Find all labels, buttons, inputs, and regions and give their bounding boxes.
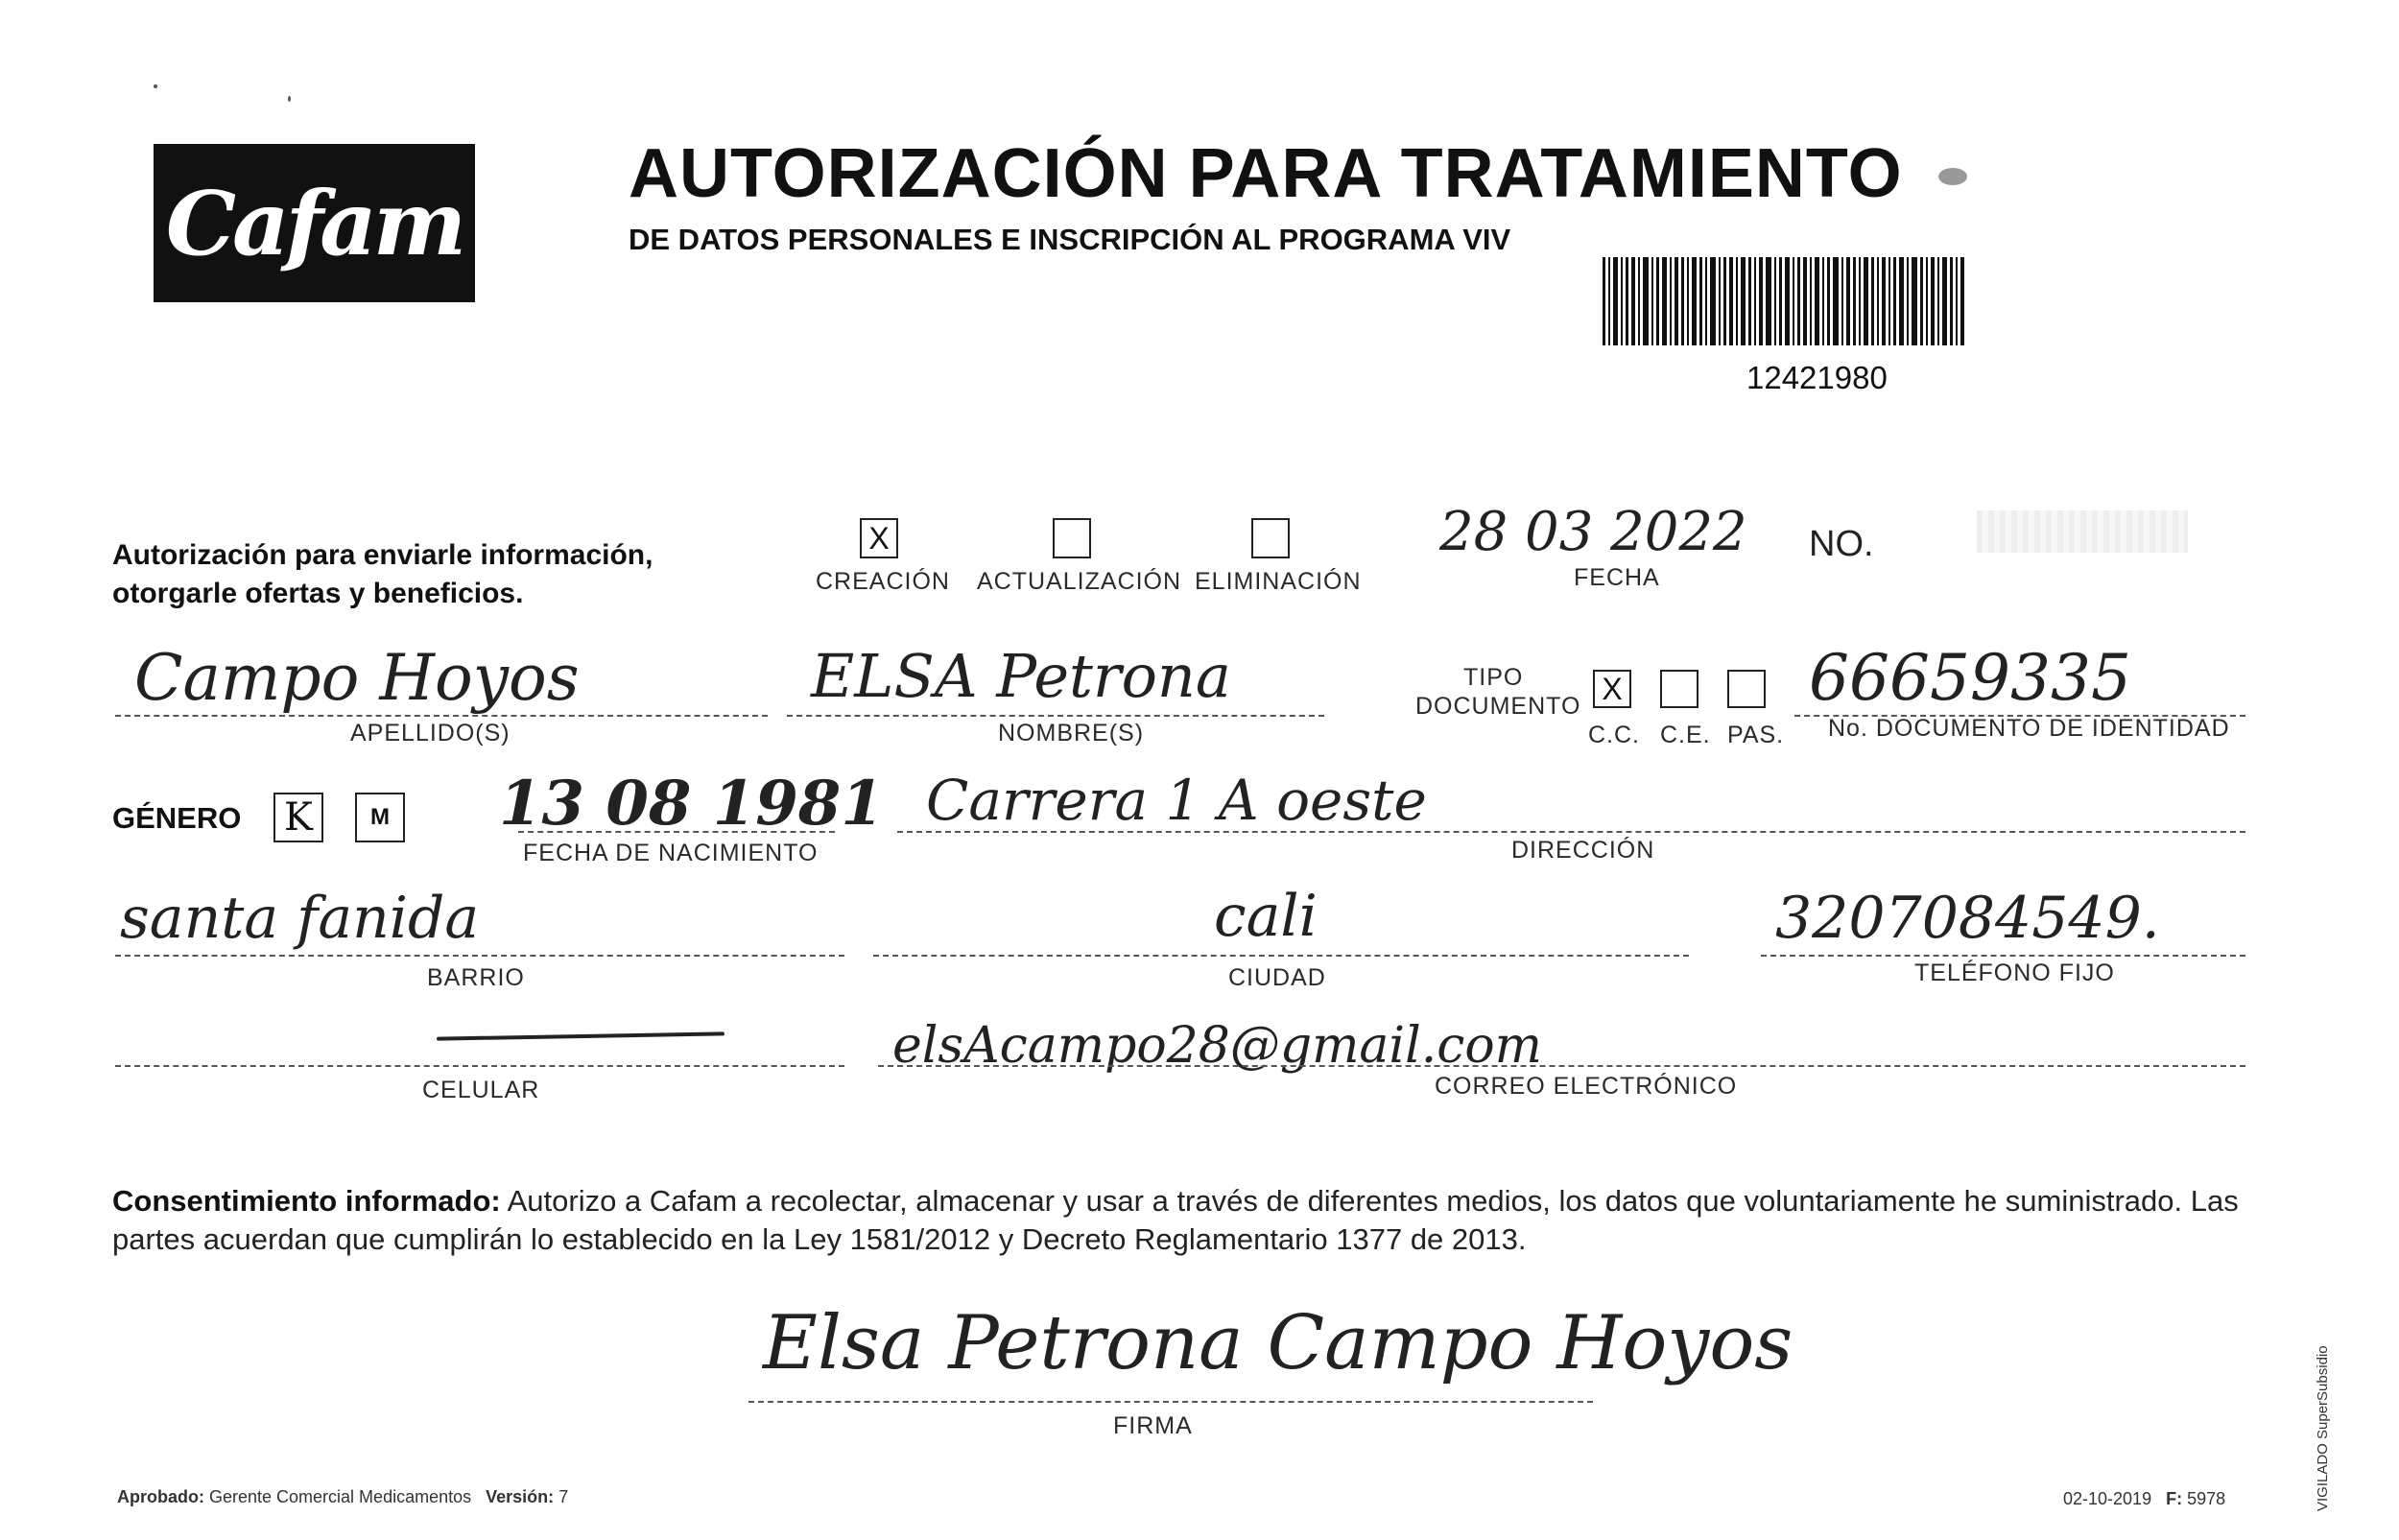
celular-line: [115, 1065, 844, 1067]
apellidos-line: [115, 715, 768, 717]
barcode-bar: [1827, 257, 1830, 345]
barcode-bar: [1833, 257, 1839, 345]
scan-speck: [288, 96, 291, 102]
documento-label: No. DOCUMENTO DE IDENTIDAD: [1828, 715, 2230, 742]
barcode-bar: [1736, 257, 1738, 345]
cc-mark: X: [1602, 672, 1623, 706]
version-value: 7: [558, 1487, 569, 1506]
direccion-label: DIRECCIÓN: [1511, 837, 1655, 864]
cc-label: C.C.: [1588, 722, 1640, 748]
form-label: F:: [2166, 1489, 2183, 1508]
barcode-number: 12421980: [1746, 360, 1888, 395]
actualizacion-checkbox[interactable]: [1053, 518, 1091, 558]
barcode-bar: [1956, 257, 1958, 345]
eliminacion-checkbox[interactable]: [1251, 518, 1290, 558]
correo-value[interactable]: elsAcampo28@gmail.com: [892, 1017, 1542, 1075]
auth-line-2: otorgarle ofertas y beneficios.: [112, 578, 524, 609]
scan-speck: [154, 84, 157, 88]
barcode-bar: [1912, 257, 1917, 345]
nacimiento-label: FECHA DE NACIMIENTO: [523, 840, 819, 866]
barcode-bar: [1638, 257, 1640, 345]
form-value: 5978: [2187, 1489, 2226, 1508]
ce-checkbox[interactable]: [1660, 670, 1698, 708]
barcode-bar: [1631, 257, 1635, 345]
consent-text: Autorizo a Cafam a recolectar, almacenar y usar a través de diferentes medios, los datos que voluntariamente he suministrado. Las partes acuerdan que cumplirán lo establecido en la Ley 1581/2012 y Decreto Reglamentario 1377 de 2013.: [112, 1184, 2239, 1256]
barrio-value[interactable]: santa fanida: [120, 885, 480, 952]
creacion-mark: X: [868, 521, 890, 556]
barcode-bar: [1759, 257, 1763, 345]
barcode-bar: [1774, 257, 1776, 345]
fecha-value[interactable]: 28 03 2022: [1439, 501, 1747, 563]
barcode-bar: [1754, 257, 1756, 345]
barcode-bar: [1675, 257, 1678, 345]
documento-value[interactable]: 66659335: [1809, 641, 2131, 715]
barcode-bar: [1608, 257, 1610, 345]
tipo-label-2: DOCUMENTO: [1415, 693, 1581, 720]
logo-text: Cafam: [165, 171, 463, 275]
barcode-bar: [1920, 257, 1923, 345]
scan-smudge: [1938, 168, 1967, 185]
signature-value[interactable]: Elsa Petrona Campo Hoyos: [763, 1300, 1793, 1386]
barcode-bar: [1748, 257, 1751, 345]
nombres-value[interactable]: ELSA Petrona: [811, 641, 1231, 711]
barcode-bar: [1950, 257, 1953, 345]
barcode-bar: [1960, 257, 1964, 345]
barcode-bar: [1603, 257, 1605, 345]
celular-strike: [437, 1031, 724, 1040]
genero-f-checkbox[interactable]: [273, 793, 323, 842]
barcode: [1603, 257, 1986, 345]
pas-checkbox[interactable]: [1727, 670, 1766, 708]
fecha-label: FECHA: [1574, 564, 1660, 591]
pas-label: PAS.: [1727, 722, 1785, 748]
nombres-label: NOMBRE(S): [998, 720, 1145, 746]
barcode-bar: [1815, 257, 1819, 345]
faded-number: [1977, 510, 2188, 553]
barcode-bar: [1651, 257, 1653, 345]
barcode-bar: [1882, 257, 1886, 345]
barcode-bar: [1621, 257, 1623, 345]
telefono-line: [1761, 955, 2245, 957]
barcode-bar: [1810, 257, 1812, 345]
aprobado-value: Gerente Comercial Medicamentos: [209, 1487, 472, 1506]
nombres-line: [787, 715, 1324, 717]
footer-right: [2063, 1489, 2225, 1509]
barcode-bar: [1797, 257, 1800, 345]
barcode-bar: [1687, 257, 1689, 345]
barcode-bar: [1859, 257, 1861, 345]
cc-checkbox[interactable]: [1593, 670, 1631, 708]
direccion-value[interactable]: Carrera 1 A oeste: [926, 768, 1427, 833]
barcode-bar: [1705, 257, 1707, 345]
barcode-bar: [1853, 257, 1856, 345]
barcode-bar: [1719, 257, 1721, 345]
barcode-bar: [1864, 257, 1868, 345]
barcode-bar: [1785, 257, 1790, 345]
correo-line: [878, 1065, 2245, 1067]
tipo-label-1: TIPO: [1463, 664, 1524, 691]
barcode-bar: [1926, 257, 1928, 345]
nacimiento-value[interactable]: 13 08 1981: [499, 768, 884, 840]
actualizacion-label: ACTUALIZACIÓN: [977, 568, 1182, 595]
barcode-bar: [1626, 257, 1628, 345]
ce-label: C.E.: [1660, 722, 1711, 748]
barcode-bar: [1907, 257, 1909, 345]
consent-lead: Consentimiento informado:: [112, 1184, 501, 1218]
barcode-bar: [1841, 257, 1843, 345]
barcode-bar: [1893, 257, 1896, 345]
creacion-label: CREACIÓN: [816, 568, 950, 595]
ciudad-line: [873, 955, 1689, 957]
correo-label: CORREO ELECTRÓNICO: [1435, 1073, 1738, 1100]
apellidos-value[interactable]: Campo Hoyos: [134, 641, 580, 715]
page-title: AUTORIZACIÓN PARA TRATAMIENTO: [629, 135, 1903, 212]
barcode-bar: [1710, 257, 1716, 345]
barcode-bar: [1803, 257, 1807, 345]
barcode-bar: [1670, 257, 1672, 345]
barcode-bar: [1681, 257, 1684, 345]
signature-line: [748, 1401, 1593, 1403]
signature-label: FIRMA: [1113, 1412, 1193, 1439]
genero-label: GÉNERO: [112, 801, 242, 835]
barcode-bar: [1723, 257, 1726, 345]
genero-f-mark: K: [284, 795, 313, 840]
direccion-line: [897, 831, 2245, 833]
barcode-bar: [1741, 257, 1746, 345]
footer-left: [117, 1487, 568, 1507]
ciudad-value[interactable]: cali: [1214, 883, 1318, 950]
barcode-bar: [1871, 257, 1874, 345]
telefono-label: TELÉFONO FIJO: [1914, 960, 2115, 986]
barcode-bar: [1729, 257, 1733, 345]
barrio-label: BARRIO: [427, 964, 525, 991]
aprobado-label: Aprobado:: [117, 1487, 204, 1506]
barcode-bar: [1766, 257, 1771, 345]
auth-line-1: Autorización para enviarle información,: [112, 539, 653, 571]
apellidos-label: APELLIDO(S): [350, 720, 511, 746]
barcode-bar: [1822, 257, 1824, 345]
barcode-bar: [1613, 257, 1618, 345]
celular-label: CELULAR: [422, 1077, 540, 1103]
genero-m-checkbox[interactable]: [355, 793, 405, 842]
creacion-checkbox[interactable]: [860, 518, 898, 558]
consent-paragraph: [112, 1182, 2243, 1259]
cafam-logo: [154, 144, 475, 302]
telefono-value[interactable]: 3207084549.: [1775, 885, 2160, 952]
barrio-line: [115, 955, 844, 957]
page-subtitle: DE DATOS PERSONALES E INSCRIPCIÓN AL PROGRAMA VIV: [629, 223, 1511, 256]
barcode-bar: [1662, 257, 1667, 345]
barcode-bar: [1899, 257, 1904, 345]
genero-m-label: M: [370, 804, 390, 830]
barcode-bar: [1888, 257, 1890, 345]
barcode-bar: [1937, 257, 1939, 345]
barcode-bar: [1779, 257, 1782, 345]
version-label: Versión:: [486, 1487, 555, 1506]
barcode-bar: [1931, 257, 1935, 345]
barcode-bar: [1692, 257, 1697, 345]
barcode-bar: [1699, 257, 1702, 345]
barcode-bar: [1793, 257, 1794, 345]
eliminacion-label: ELIMINACIÓN: [1195, 568, 1362, 595]
barcode-bar: [1656, 257, 1659, 345]
ciudad-label: CIUDAD: [1228, 964, 1326, 991]
barcode-bar: [1643, 257, 1649, 345]
vigilado-vertical-text: VIGILADO SuperSubsidio: [2315, 1345, 2331, 1511]
barcode-bar: [1846, 257, 1850, 345]
footer-date: 02-10-2019: [2063, 1489, 2152, 1508]
nacimiento-line: [518, 831, 835, 833]
no-label: NO.: [1809, 524, 1874, 564]
barcode-bar: [1877, 257, 1879, 345]
barcode-bar: [1942, 257, 1947, 345]
